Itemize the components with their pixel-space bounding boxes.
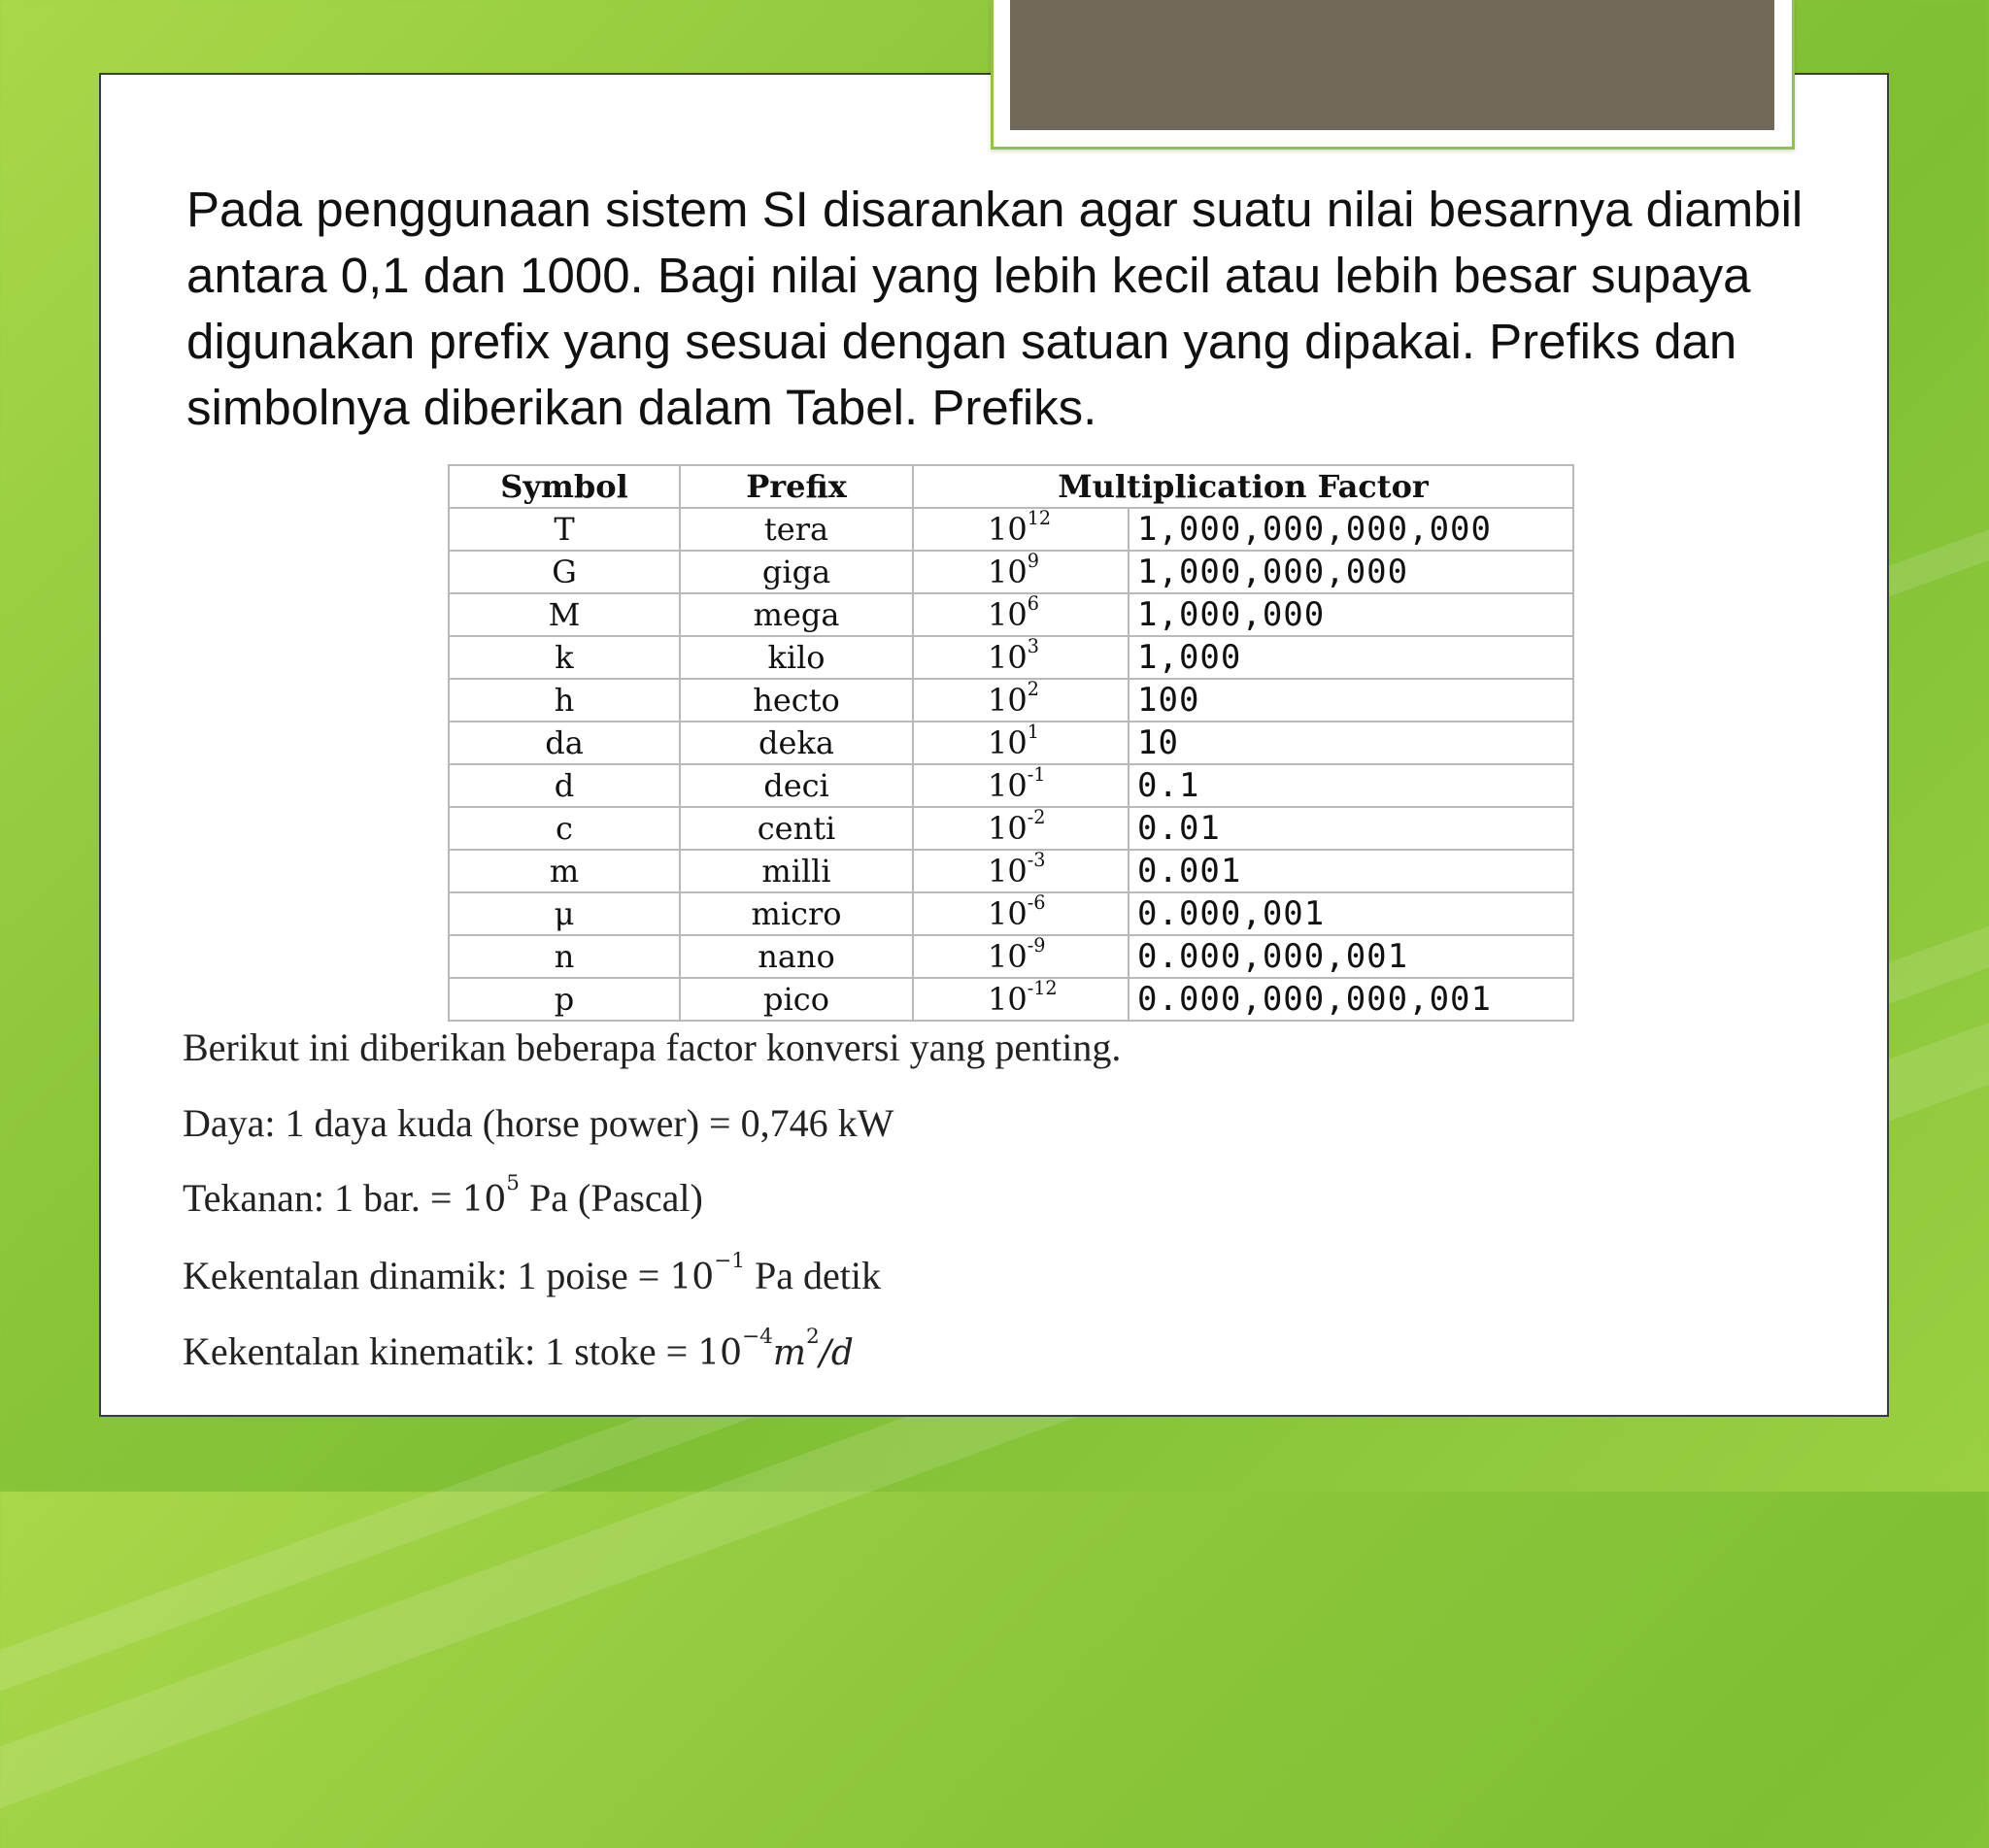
power-base: 10 [988, 511, 1028, 548]
power-exponent: 9 [1027, 550, 1039, 572]
cell-symbol: n [449, 935, 680, 978]
conversion-tekanan [183, 1171, 703, 1221]
power-base: 10 [988, 895, 1028, 932]
cell-value: 0.000,000,001 [1129, 935, 1573, 978]
conversion-daya: Daya: 1 daya kuda (horse power) = 0,746 kW [183, 1101, 894, 1145]
power-exponent: -6 [1027, 891, 1046, 914]
power-base: 10 [988, 853, 1028, 890]
cell-power [913, 764, 1129, 807]
cell-power [913, 636, 1129, 679]
table-row [449, 679, 1573, 722]
cell-value: 1,000 [1129, 636, 1573, 679]
dinamik-unit: Pa detik [744, 1254, 881, 1297]
kinematik-unit-exponent: 2 [806, 1325, 820, 1349]
power-exponent: -1 [1027, 763, 1046, 786]
table-row [449, 593, 1573, 636]
cell-value: 0.000,000,000,001 [1129, 978, 1573, 1021]
power-exponent: -3 [1027, 849, 1046, 871]
cell-prefix: giga [680, 551, 913, 593]
conversion-dinamik [183, 1249, 881, 1298]
tekanan-unit: Pa (Pascal) [520, 1176, 703, 1220]
prefix-table [448, 464, 1574, 1022]
cell-value: 1,000,000,000 [1129, 551, 1573, 593]
cell-power [913, 807, 1129, 850]
power-exponent: 2 [1027, 678, 1039, 700]
power-exponent: 3 [1027, 635, 1039, 657]
cell-value: 1,000,000,000,000 [1129, 508, 1573, 551]
cell-prefix: deci [680, 764, 913, 807]
power-base: 10 [988, 639, 1028, 676]
cell-symbol: M [449, 593, 680, 636]
power-base: 10 [988, 981, 1028, 1018]
cell-symbol: T [449, 508, 680, 551]
cell-prefix: centi [680, 807, 913, 850]
table-row [449, 764, 1573, 807]
table-header-row [449, 465, 1573, 508]
dinamik-power [669, 1249, 745, 1297]
cell-value: 10 [1129, 722, 1573, 764]
cell-prefix: pico [680, 978, 913, 1021]
table-row [449, 978, 1573, 1021]
cell-power [913, 508, 1129, 551]
power-exponent: 1 [1027, 721, 1039, 743]
cell-prefix: tera [680, 508, 913, 551]
kinematik-label: Kekentalan kinematik: 1 stoke = [183, 1329, 698, 1373]
cell-value: 0.1 [1129, 764, 1573, 807]
power-base: 10 [988, 724, 1028, 761]
cell-prefix: hecto [680, 679, 913, 722]
header-prefix: Prefix [680, 465, 913, 508]
dinamik-exponent: −1 [714, 1249, 745, 1273]
cell-power [913, 679, 1129, 722]
power-base: 10 [988, 810, 1028, 847]
cell-prefix: nano [680, 935, 913, 978]
power-exponent: -2 [1027, 806, 1046, 828]
cell-power [913, 892, 1129, 935]
power-exponent: 6 [1027, 592, 1039, 615]
power-base: 10 [988, 596, 1028, 633]
cell-symbol: da [449, 722, 680, 764]
kinematik-base: 10 [697, 1333, 743, 1373]
tekanan-exponent: 5 [506, 1171, 521, 1195]
cell-symbol: m [449, 850, 680, 892]
cell-value: 100 [1129, 679, 1573, 722]
cell-value: 1,000,000 [1129, 593, 1573, 636]
cell-prefix: mega [680, 593, 913, 636]
power-exponent: -9 [1027, 934, 1046, 957]
cell-power [913, 722, 1129, 764]
cell-prefix: kilo [680, 636, 913, 679]
kinematik-exponent: −4 [742, 1325, 773, 1349]
power-base: 10 [988, 938, 1028, 975]
conversion-heading: Berikut ini diberikan beberapa factor konversi yang penting. [183, 1025, 1122, 1069]
cell-symbol: c [449, 807, 680, 850]
cell-symbol: k [449, 636, 680, 679]
cell-prefix: micro [680, 892, 913, 935]
dinamik-label: Kekentalan dinamik: 1 poise = [183, 1254, 670, 1297]
tekanan-label: Tekanan: 1 bar. = [183, 1176, 462, 1220]
cell-symbol: p [449, 978, 680, 1021]
cell-symbol: μ [449, 892, 680, 935]
cell-prefix: deka [680, 722, 913, 764]
cell-symbol: h [449, 679, 680, 722]
tekanan-power [461, 1171, 521, 1220]
power-exponent: -12 [1027, 977, 1058, 999]
header-symbol: Symbol [449, 465, 680, 508]
dinamik-base: 10 [669, 1258, 715, 1297]
header-multiplication-factor: Multiplication Factor [913, 465, 1573, 508]
table-row [449, 508, 1573, 551]
cell-value: 0.000,001 [1129, 892, 1573, 935]
table-row [449, 892, 1573, 935]
table-row [449, 722, 1573, 764]
kinematik-divisor: /d [819, 1333, 854, 1373]
cell-power [913, 935, 1129, 978]
table-row [449, 551, 1573, 593]
cell-power [913, 551, 1129, 593]
cell-value: 0.001 [1129, 850, 1573, 892]
cell-power [913, 593, 1129, 636]
cell-value: 0.01 [1129, 807, 1573, 850]
power-exponent: 12 [1027, 507, 1052, 529]
table-row [449, 636, 1573, 679]
kinematik-power [697, 1325, 854, 1373]
table-row [449, 850, 1573, 892]
intro-paragraph: Pada penggunaan sistem SI disarankan agar suatu nilai besarnya diambil antara 0,1 dan 1000. Bagi nilai yang lebih kecil atau lebih besar supaya digunakan prefix yang sesuai dengan satuan yang dipakai. Prefiks dan simbolnya diberikan dalam Tabel. Prefiks. [186, 182, 1804, 435]
cell-power [913, 850, 1129, 892]
power-base: 10 [988, 554, 1028, 590]
kinematik-unit: m [772, 1333, 806, 1373]
cell-symbol: G [449, 551, 680, 593]
power-base: 10 [988, 767, 1028, 804]
conversion-kinematik [183, 1325, 854, 1374]
title-placeholder [1010, 0, 1774, 130]
table-row [449, 807, 1573, 850]
table-row [449, 935, 1573, 978]
cell-prefix: milli [680, 850, 913, 892]
cell-power [913, 978, 1129, 1021]
power-base: 10 [988, 682, 1028, 719]
tekanan-base: 10 [461, 1180, 507, 1220]
cell-symbol: d [449, 764, 680, 807]
